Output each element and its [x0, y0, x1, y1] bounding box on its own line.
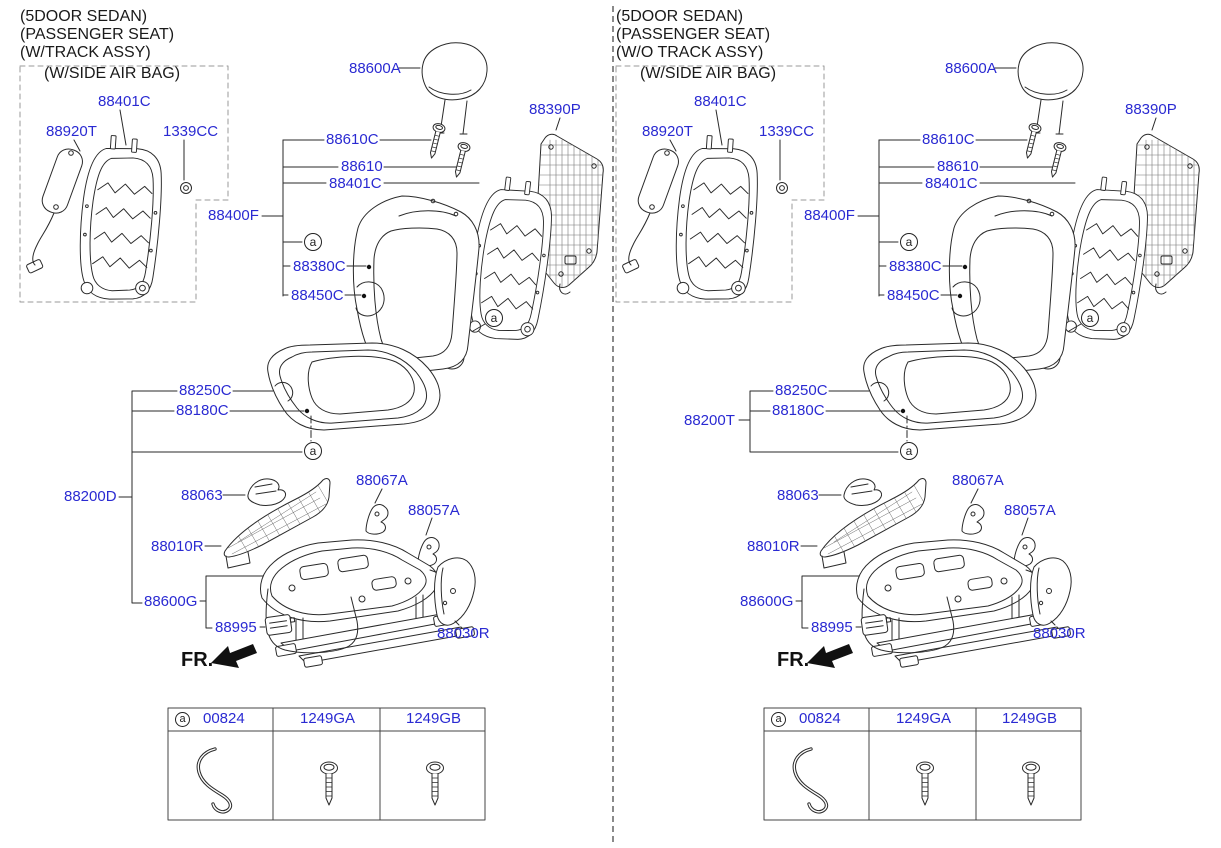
part-label-88400f[interactable]: 88400F — [208, 207, 259, 224]
ref-circle-a-cushion: a — [900, 442, 918, 460]
part-label-88057a[interactable]: 88057A — [408, 502, 460, 519]
part-label-88995[interactable]: 88995 — [215, 619, 257, 636]
seat-diagram-panel-right — [596, 0, 1221, 848]
panel-title-line1: (5DOOR SEDAN) — [616, 8, 744, 25]
part-label-88610[interactable]: 88610 — [937, 158, 979, 175]
panel-title-line1: (5DOOR SEDAN) — [20, 8, 148, 25]
part-label-88600g[interactable]: 88600G — [740, 593, 794, 610]
part-label-88600a[interactable]: 88600A — [349, 60, 401, 77]
part-label-88067a[interactable]: 88067A — [952, 472, 1004, 489]
part-label-88250c[interactable]: 88250C — [179, 382, 232, 399]
part-label-88057a[interactable]: 88057A — [1004, 502, 1056, 519]
part-label-88250c[interactable]: 88250C — [775, 382, 828, 399]
side-airbag-box-title: (W/SIDE AIR BAG) — [44, 65, 181, 82]
part-label-88450c[interactable]: 88450C — [291, 287, 344, 304]
part-label-88920t[interactable]: 88920T — [642, 123, 693, 140]
panel-title-line3: (W/O TRACK ASSY) — [616, 44, 764, 61]
panel-title-line2: (PASSENGER SEAT) — [20, 26, 175, 43]
table-ref-circle-a: a — [771, 712, 786, 727]
part-label-1339cc[interactable]: 1339CC — [163, 123, 219, 140]
panel-title-line2: (PASSENGER SEAT) — [616, 26, 771, 43]
part-label-88401c-box[interactable]: 88401C — [98, 93, 151, 110]
part-label-88920t[interactable]: 88920T — [46, 123, 97, 140]
panel-title-line3: (W/TRACK ASSY) — [20, 44, 151, 61]
part-label-88180c[interactable]: 88180C — [772, 402, 825, 419]
part-label-88030r[interactable]: 88030R — [437, 625, 490, 642]
table-part-1249ga[interactable]: 1249GA — [300, 710, 356, 727]
ref-circle-a-cushion: a — [304, 442, 322, 460]
table-part-1249gb[interactable]: 1249GB — [1002, 710, 1058, 727]
part-label-88600g[interactable]: 88600G — [144, 593, 198, 610]
part-label-88380c[interactable]: 88380C — [889, 258, 942, 275]
part-label-88180c[interactable]: 88180C — [176, 402, 229, 419]
part-label-88401c[interactable]: 88401C — [329, 175, 382, 192]
ref-circle-a-frame: a — [1081, 309, 1099, 327]
part-label-88030r[interactable]: 88030R — [1033, 625, 1086, 642]
part-label-88450c[interactable]: 88450C — [887, 287, 940, 304]
part-label-88610c[interactable]: 88610C — [326, 131, 379, 148]
part-label-88610[interactable]: 88610 — [341, 158, 383, 175]
table-part-1249gb[interactable]: 1249GB — [406, 710, 462, 727]
part-label-88380c[interactable]: 88380C — [293, 258, 346, 275]
table-part-00824[interactable]: 00824 — [799, 710, 841, 727]
part-label-88610c[interactable]: 88610C — [922, 131, 975, 148]
part-label-88063[interactable]: 88063 — [777, 487, 819, 504]
part-label-88390p[interactable]: 88390P — [1125, 101, 1177, 118]
table-part-1249ga[interactable]: 1249GA — [896, 710, 952, 727]
part-label-88600a[interactable]: 88600A — [945, 60, 997, 77]
part-label-1339cc[interactable]: 1339CC — [759, 123, 815, 140]
part-label-cushion-assy[interactable]: 88200D — [64, 488, 117, 505]
part-label-88010r[interactable]: 88010R — [747, 538, 800, 555]
part-label-88390p[interactable]: 88390P — [529, 101, 581, 118]
part-label-88010r[interactable]: 88010R — [151, 538, 204, 555]
fr-direction-label: FR. — [777, 649, 810, 671]
part-label-cushion-assy[interactable]: 88200T — [684, 412, 735, 429]
ref-circle-a-back: a — [304, 233, 322, 251]
ref-circle-a-back: a — [900, 233, 918, 251]
part-label-88401c[interactable]: 88401C — [925, 175, 978, 192]
table-part-00824[interactable]: 00824 — [203, 710, 245, 727]
part-label-88400f[interactable]: 88400F — [804, 207, 855, 224]
part-label-88995[interactable]: 88995 — [811, 619, 853, 636]
part-label-88063[interactable]: 88063 — [181, 487, 223, 504]
side-airbag-box-title: (W/SIDE AIR BAG) — [640, 65, 777, 82]
part-label-88401c-box[interactable]: 88401C — [694, 93, 747, 110]
fr-direction-label: FR. — [181, 649, 214, 671]
table-ref-circle-a: a — [175, 712, 190, 727]
ref-circle-a-frame: a — [485, 309, 503, 327]
part-label-88067a[interactable]: 88067A — [356, 472, 408, 489]
